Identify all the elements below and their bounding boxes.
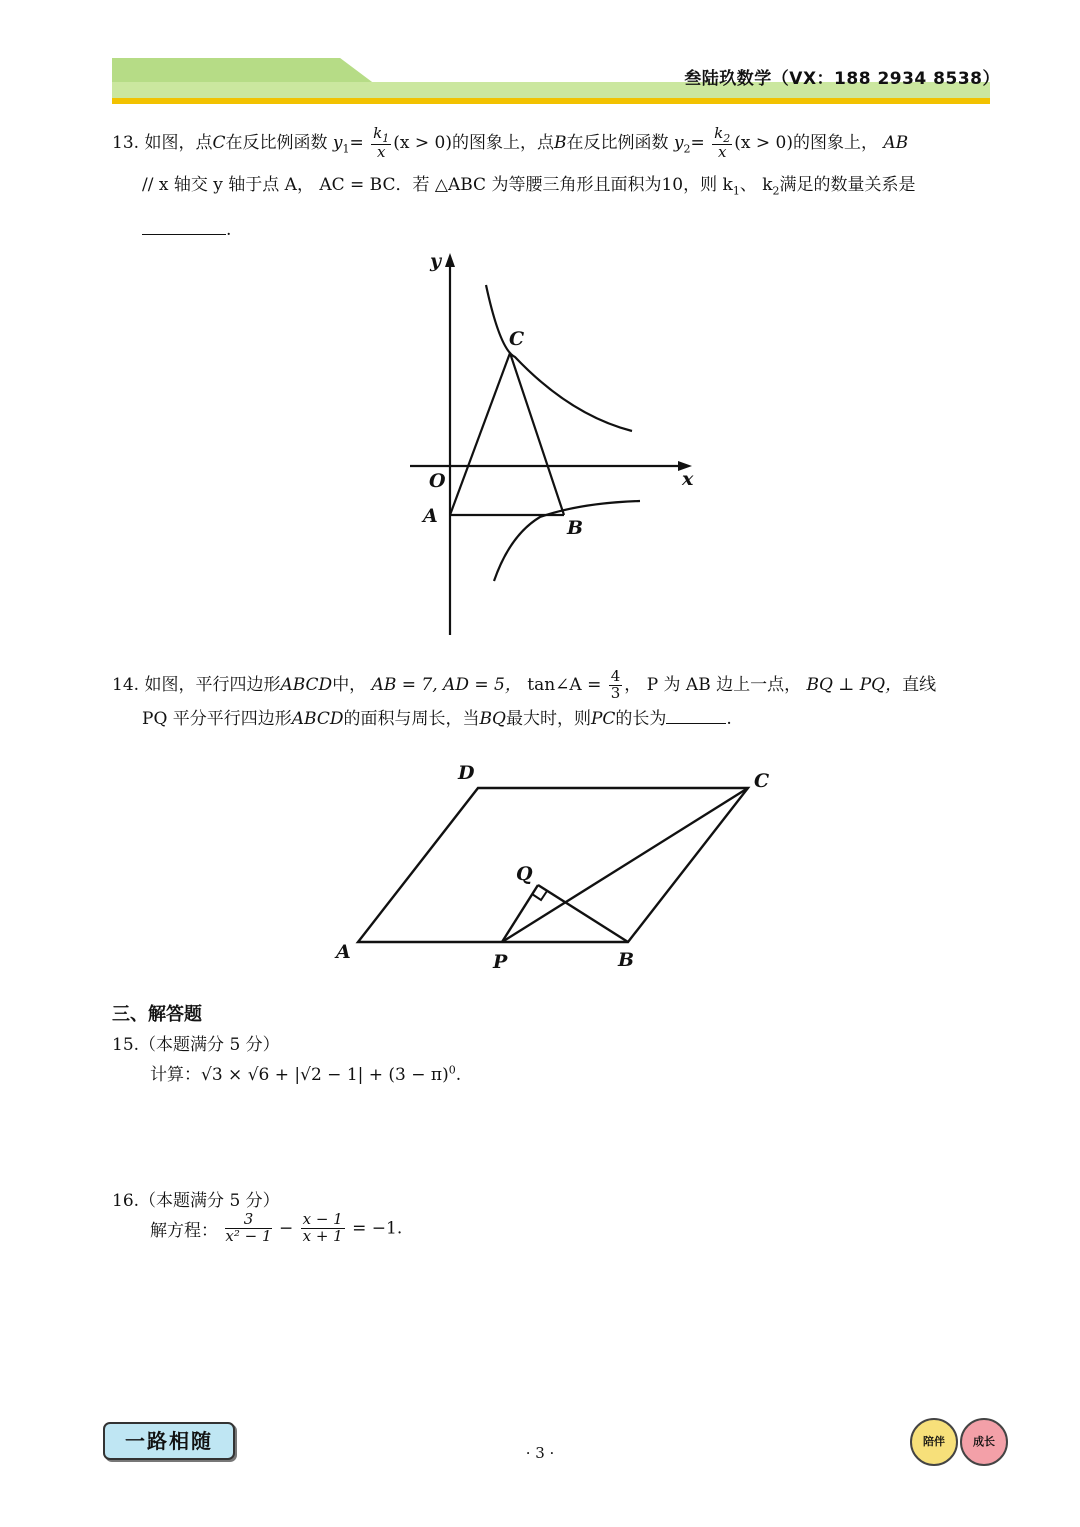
text: . xyxy=(726,709,732,729)
label-b: B xyxy=(618,949,635,971)
label-a: A xyxy=(336,941,351,963)
text: 计算： xyxy=(150,1065,201,1085)
text: P 为 AB 边上一点， xyxy=(646,675,802,695)
text: 解方程： xyxy=(150,1220,218,1241)
segment-label: BQ xyxy=(479,709,506,729)
text: = xyxy=(349,133,364,153)
page-number: · 3 · xyxy=(525,1444,555,1462)
denominator: 3 xyxy=(610,684,621,702)
exponent: 0 xyxy=(448,1063,456,1077)
answer-blank[interactable] xyxy=(142,234,226,235)
text: 如图，点 xyxy=(144,133,213,153)
curve-y2 xyxy=(494,501,640,581)
denominator: x + 1 xyxy=(302,1226,343,1245)
text: = −1. xyxy=(352,1218,403,1239)
parallelogram-abcd xyxy=(358,788,748,942)
segment-qb xyxy=(538,885,628,942)
text: 满足的数量关系是 xyxy=(779,175,916,196)
label-a: A xyxy=(423,505,438,527)
text: 直线 xyxy=(902,675,937,695)
header-banner-graphic xyxy=(0,0,1080,115)
text: 如图，平行四边形 xyxy=(144,675,281,695)
text: − xyxy=(278,1218,294,1239)
label-x: x xyxy=(682,468,694,490)
label-c: C xyxy=(754,770,770,792)
label-o: O xyxy=(429,470,446,492)
shape-label: ABCD xyxy=(291,709,344,729)
point-label: B xyxy=(553,133,567,153)
numerator: 4 xyxy=(610,667,621,686)
fraction-3-over-x2-1 xyxy=(225,1212,271,1245)
segment-ac xyxy=(450,353,510,515)
fraction-k2-over-x xyxy=(712,123,732,162)
question-15-heading: 15.（本题满分 5 分） xyxy=(112,1035,280,1055)
footer-logo: 一路相随 xyxy=(103,1422,235,1460)
label-b: B xyxy=(567,517,584,539)
text: PQ 平分平行四边形 xyxy=(142,709,292,729)
text: ， xyxy=(624,675,642,695)
shape-label: ABCD xyxy=(280,675,333,695)
question-13-line-1 xyxy=(112,124,997,168)
question-13-line-2 xyxy=(112,166,997,210)
text: 最大时，则 xyxy=(505,709,591,729)
numerator: k xyxy=(373,123,383,142)
question-14-line-1 xyxy=(112,666,997,704)
page-header xyxy=(0,0,1080,115)
subscript: 2 xyxy=(683,142,691,156)
subscript: 1 xyxy=(732,184,740,198)
text: 、 k xyxy=(739,175,773,196)
question-13 xyxy=(112,124,997,249)
section-title: 三、解答题 xyxy=(112,1004,202,1025)
question-number: 14. xyxy=(112,675,140,695)
text: 的面积与周长，当 xyxy=(343,709,480,729)
text: 在反比例函数 xyxy=(225,133,328,153)
segment-label: PC xyxy=(590,709,616,729)
fraction-x-1-over-x-1 xyxy=(301,1212,345,1245)
text: 在反比例函数 xyxy=(566,133,669,153)
question-number: 13. xyxy=(112,133,140,153)
text: 中， xyxy=(332,675,367,695)
denominator: x xyxy=(376,143,386,162)
numerator: 3 xyxy=(225,1212,271,1229)
condition: (x > 0) xyxy=(393,133,452,153)
perp-condition: BQ ⊥ PQ， xyxy=(806,675,903,695)
subscript: 1 xyxy=(342,142,350,156)
answer-blank[interactable] xyxy=(666,723,726,724)
expression: √3 × √6 + |√2 − 1| + (3 − π) xyxy=(201,1065,449,1085)
question-14-line-2 xyxy=(112,700,997,738)
label-p: P xyxy=(493,951,508,973)
text: . xyxy=(226,219,232,240)
question-16-body xyxy=(150,1212,402,1245)
y-axis-arrow xyxy=(445,253,455,267)
question-14 xyxy=(112,666,997,738)
question-16 xyxy=(112,1186,280,1211)
text: // x 轴交 y 轴于点 A， AC = BC．若 △ABC 为等腰三角形且面积为10，则 k xyxy=(142,175,733,196)
fraction-k1-over-x xyxy=(371,123,391,162)
label-c: C xyxy=(509,328,525,350)
var: y xyxy=(332,133,343,153)
label-d: D xyxy=(458,762,475,784)
label-y: y xyxy=(430,250,442,272)
fraction-4-3 xyxy=(609,669,623,702)
text: 的长为 xyxy=(615,709,667,729)
text: 的图象上， xyxy=(792,133,878,153)
question-15 xyxy=(112,1030,280,1055)
denominator: x xyxy=(717,143,727,162)
question-13-line-3 xyxy=(112,211,997,249)
figure-14 xyxy=(330,760,780,975)
segment-pc xyxy=(502,788,748,942)
segment-label: AB xyxy=(883,133,909,153)
text: . xyxy=(455,1065,462,1085)
condition: (x > 0) xyxy=(734,133,793,153)
header-title: 叁陆玖数学（VX：188 2934 8538） xyxy=(684,69,1000,89)
numerator: k xyxy=(714,123,724,142)
subscript: 2 xyxy=(772,184,780,198)
tan-expression: tan∠A = xyxy=(527,675,602,695)
label-q: Q xyxy=(516,863,533,885)
numerator: x − 1 xyxy=(302,1210,343,1228)
figure-13 xyxy=(400,245,710,645)
point-label: C xyxy=(212,133,226,153)
subscript: 1 xyxy=(382,131,390,145)
question-15-body xyxy=(150,1060,461,1085)
var: y xyxy=(673,133,684,153)
denominator: x² − 1 xyxy=(225,1226,272,1245)
badge-growth: 成长 xyxy=(960,1418,1008,1466)
text: = xyxy=(690,133,705,153)
question-16-heading: 16.（本题满分 5 分） xyxy=(112,1191,280,1211)
lengths: AB = 7, AD = 5， xyxy=(371,675,522,695)
text: 的图象上，点 xyxy=(451,133,554,153)
badge-companion: 陪伴 xyxy=(910,1418,958,1466)
subscript: 2 xyxy=(723,131,731,145)
